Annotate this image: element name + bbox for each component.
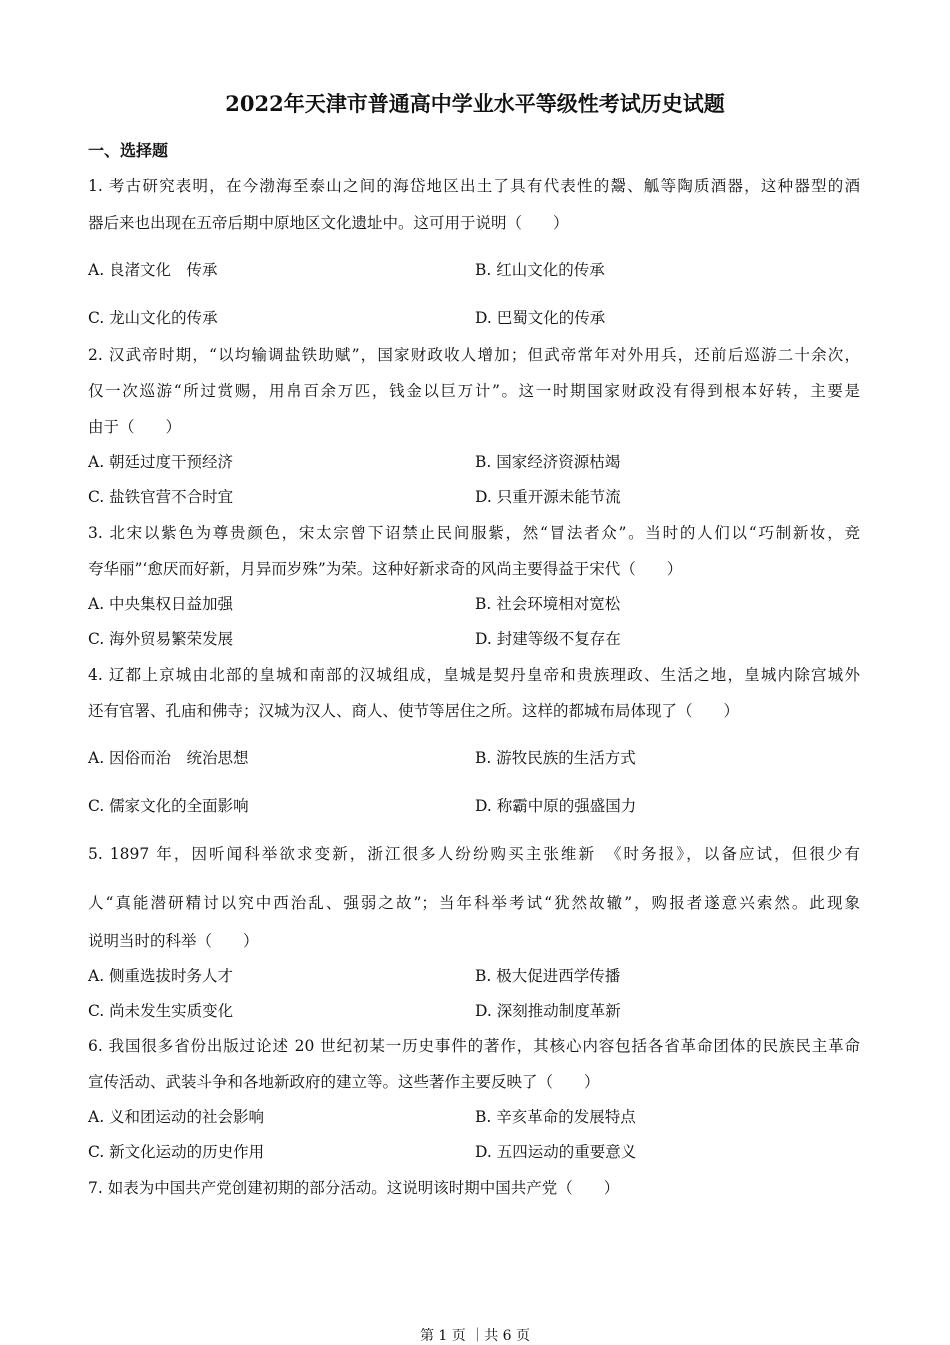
page-footer: 第 1 页 ｜共 6 页 [419, 1328, 531, 1344]
question-6-option-c: C. 新文化运动的历史作用 [88, 1143, 265, 1161]
question-4-option-d: D. 称霸中原的强盛国力 [475, 797, 637, 815]
question-2-option-a: A. 朝廷过度干预经济 [88, 453, 234, 471]
question-5-option-c: C. 尚未发生实质变化 [88, 1002, 234, 1020]
question-4-text: 4. 辽都上京城由北部的皇城和南部的汉城组成，皇城是契丹皇帝和贵族理政、生活之地，皇城内除宫城外 [88, 666, 860, 684]
question-3-text: 夸华丽”‘愈厌而好新，月异而岁殊”为荣。这种好新求奇的风尚主要得益于宋代（ ） [88, 560, 683, 578]
question-5-option-b: B. 极大促进西学传播 [475, 967, 621, 985]
question-3-option-a: A. 中央集权日益加强 [88, 595, 234, 613]
question-2-text: 由于（ ） [88, 418, 182, 436]
question-5-option-a: A. 侧重选拔时务人才 [88, 967, 234, 985]
question-3-option-c: C. 海外贸易繁荣发展 [88, 630, 234, 648]
question-7-text: 7. 如表为中国共产党创建初期的部分活动。这说明该时期中国共产党（ ） [88, 1179, 620, 1197]
question-6-option-d: D. 五四运动的重要意义 [475, 1143, 637, 1161]
question-1-text: 1. 考古研究表明，在今渤海至泰山之间的海岱地区出土了具有代表性的鬶、觚等陶质酒器，这种器型的酒 [88, 177, 860, 195]
question-5-option-d: D. 深刻推动制度革新 [475, 1002, 621, 1020]
question-6-text: 宣传活动、武装斗争和各地新政府的建立等。这些著作主要反映了（ ） [88, 1073, 600, 1091]
question-1-option-b: B. 红山文化的传承 [475, 261, 605, 279]
question-3-option-d: D. 封建等级不复存在 [475, 630, 621, 648]
question-6-option-a: A. 义和团运动的社会影响 [88, 1108, 265, 1126]
question-3-text: 3. 北宋以紫色为尊贵颜色，宋太宗曾下诏禁止民间服紫，然“冒法者众”。当时的人们以“巧制新妆，竞 [88, 524, 860, 542]
question-4-option-c: C. 儒家文化的全面影响 [88, 797, 249, 815]
question-2-text: 仅一次巡游“所过赏赐，用帛百余万匹，钱金以巨万计”。这一时期国家财政没有得到根本好转，主要是 [88, 382, 860, 400]
question-3-option-b: B. 社会环境相对宽松 [475, 595, 621, 613]
question-5-text: 人“真能潜研精讨以究中西治乱、强弱之故”；当年科举考试“犹然故辙”，购报者遂意兴索然。此现象 [88, 894, 860, 912]
question-2-option-b: B. 国家经济资源枯竭 [475, 453, 621, 471]
question-2-option-c: C. 盐铁官营不合时宜 [88, 488, 234, 506]
section-heading: 一、选择题 [88, 141, 169, 160]
question-1-option-d: D. 巴蜀文化的传承 [475, 309, 606, 327]
question-4-text: 还有官署、孔庙和佛寺；汉城为汉人、商人、使节等居住之所。这样的都城布局体现了（ ） [88, 702, 740, 720]
question-1-option-a: A. 良渚文化 传承 [88, 261, 218, 279]
question-2-option-d: D. 只重开源未能节流 [475, 488, 621, 506]
page-title: 2022年天津市普通高中学业水平等级性考试历史试题 [225, 91, 725, 116]
question-6-option-b: B. 辛亥革命的发展特点 [475, 1108, 636, 1126]
question-1-text: 器后来也出现在五帝后期中原地区文化遗址中。这可用于说明（ ） [88, 214, 569, 232]
question-1-option-c: C. 龙山文化的传承 [88, 309, 218, 327]
question-4-option-a: A. 因俗而治 统治思想 [88, 749, 249, 767]
question-5-text: 说明当时的科举（ ） [88, 932, 259, 950]
question-5-text: 5. 1897 年，因听闻科举欲求变新，浙江很多人纷纷购买主张维新 《时务报》，以备应试，但很少有 [88, 845, 860, 863]
question-4-option-b: B. 游牧民族的生活方式 [475, 749, 636, 767]
question-2-text: 2. 汉武帝时期，“以均输调盐铁助赋”，国家财政收人增加；但武帝常年对外用兵，还前后巡游二十余次， [88, 346, 860, 364]
question-6-text: 6. 我国很多省份出版过论述 20 世纪初某一历史事件的著作，其核心内容包括各省革命团体的民族民主革命 [88, 1037, 860, 1055]
